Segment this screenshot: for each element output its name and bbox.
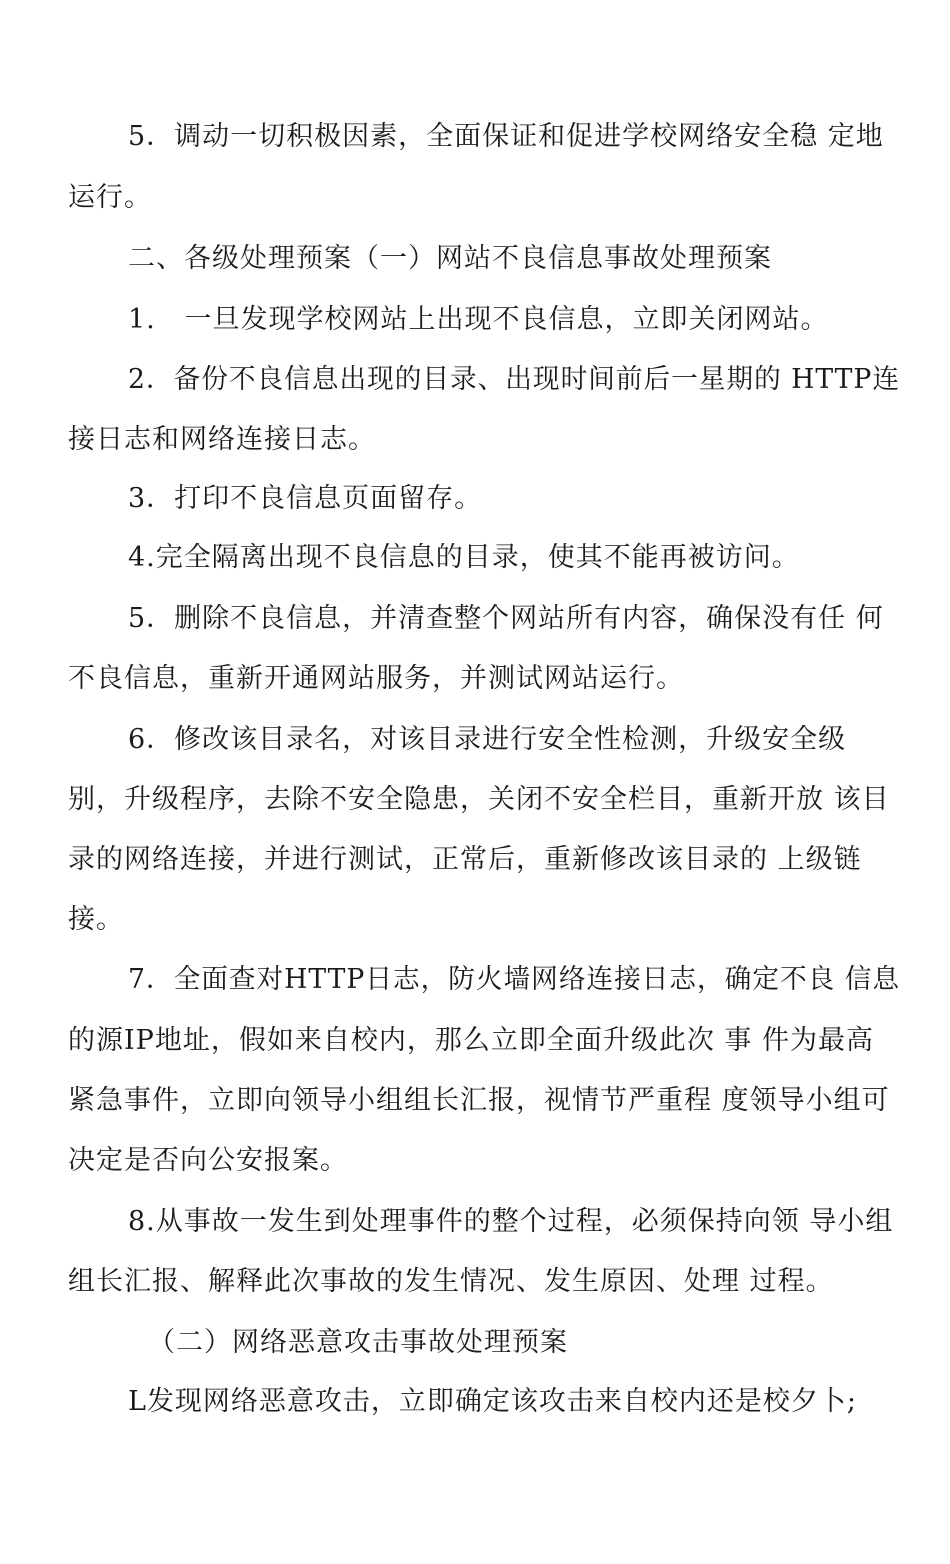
text-line: 组长汇报、解释此次事故的发生情况、发生原因、处理 过程。 xyxy=(68,1266,834,1297)
text-line: L发现网络恶意攻击，立即确定该攻击来自校内还是校夕卜; xyxy=(128,1386,858,1417)
text-line: 运行。 xyxy=(68,182,152,213)
text-line: 2．备份不良信息出现的目录、出现时间前后一星期的 HTTP连 xyxy=(128,364,900,395)
text-line: 5．调动一切积极因素，全面保证和促进学校网络安全稳 定地 xyxy=(128,121,884,152)
text-line: 1. 一旦发现学校网站上出现不良信息，立即关闭网站。 xyxy=(128,304,829,335)
text-line: 别，升级程序，去除不安全隐患，关闭不安全栏目，重新开放 该目 xyxy=(68,784,890,815)
text-line: 录的网络连接，并进行测试，正常后，重新修改该目录的 上级链 xyxy=(68,844,862,875)
text-line: 的源IP地址，假如来自校内，那么立即全面升级此次 事 件为最高 xyxy=(68,1025,874,1056)
text-line: 不良信息，重新开通网站服务，并测试网站运行。 xyxy=(68,663,684,694)
text-line: 8.从事故一发生到处理事件的整个过程，必须保持向领 导小组 xyxy=(128,1206,894,1237)
text-line: 决定是否向公安报案。 xyxy=(68,1145,348,1176)
text-line: 6．修改该目录名，对该目录进行安全性检测，升级安全级 xyxy=(128,724,847,755)
text-line: 3．打印不良信息页面留存。 xyxy=(128,483,483,514)
text-line: 接日志和网络连接日志。 xyxy=(68,424,376,455)
section-heading: 二、各级处理预案（一）网站不良信息事故处理预案 xyxy=(128,243,772,274)
text-line: 7．全面查对HTTP日志，防火墙网络连接日志，确定不良 信息 xyxy=(128,964,900,995)
section-heading: （二）网络恶意攻击事故处理预案 xyxy=(148,1327,568,1358)
text-line: 5．删除不良信息，并清查整个网站所有内容，确保没有任 何 xyxy=(128,603,884,634)
text-line: 紧急事件，立即向领导小组组长汇报，视情节严重程 度领导小组可 xyxy=(68,1085,890,1116)
text-line: 4.完全隔离出现不良信息的目录，使其不能再被访问。 xyxy=(128,542,800,573)
text-line: 接。 xyxy=(68,904,124,935)
